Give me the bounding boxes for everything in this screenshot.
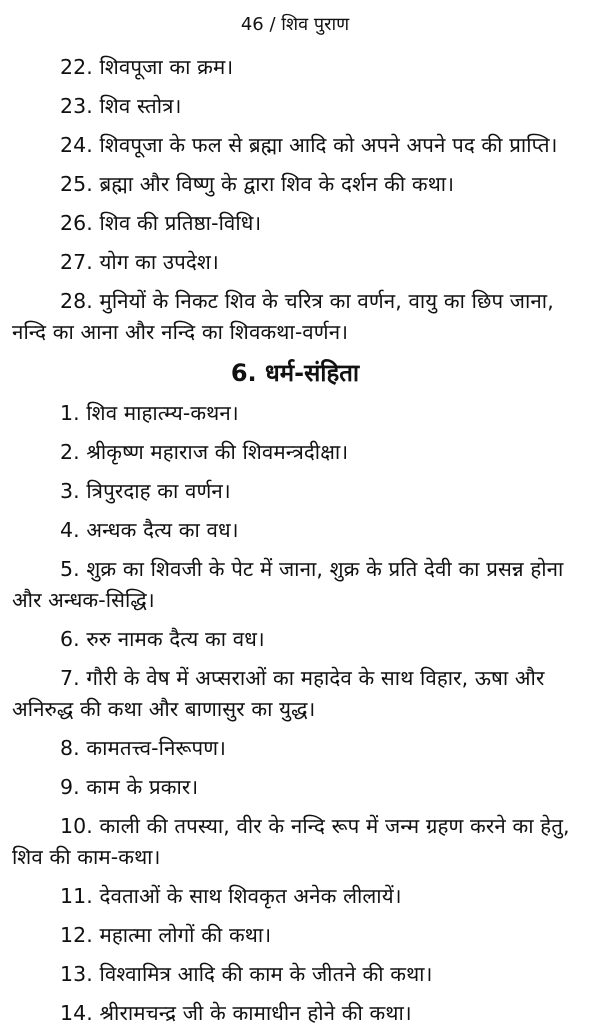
header-separator: / xyxy=(269,14,276,35)
running-header xyxy=(12,0,578,36)
list-item: 7. गौरी के वेष में अप्सराओं का महादेव के साथ विहार, ऊषा और अनिरुद्ध की कथा और बाणासुर का युद्ध। xyxy=(12,666,545,721)
list-item: 5. शुक्र का शिवजी के पेट में जाना, शुक्र के प्रति देवी का प्रसन्न होना और अन्धक-सिद्धि। xyxy=(12,557,564,612)
chapter-list-part-2 xyxy=(12,398,578,1029)
list-item: 13. विश्वामित्र आदि की काम के जीतने की कथा। xyxy=(60,962,433,986)
list-item: 14. श्रीरामचन्द्र जी के कामाधीन होने की कथा। xyxy=(60,1001,412,1025)
list-item: 4. अन्धक दैत्य का वध। xyxy=(60,518,239,542)
list-item: 22. शिवपूजा का क्रम। xyxy=(60,55,234,79)
list-item: 27. योग का उपदेश। xyxy=(60,250,219,274)
list-item: 11. देवताओं के साथ शिवकृत अनेक लीलायें। xyxy=(60,884,402,908)
list-item: 12. महात्मा लोगों की कथा। xyxy=(60,923,272,947)
list-item: 24. शिवपूजा के फल से ब्रह्मा आदि को अपने अपने पद की प्राप्ति। xyxy=(60,133,558,157)
list-item: 28. मुनियों के निकट शिव के चरित्र का वर्णन, वायु का छिप जाना, नन्दि का आना और नन्दि का शिवकथा-वर्णन। xyxy=(12,289,554,344)
book-title: शिव पुराण xyxy=(281,14,350,35)
list-item: 1. शिव माहात्म्य-कथन। xyxy=(60,401,239,425)
list-item: 6. रुरु नामक दैत्य का वध। xyxy=(60,627,265,651)
list-item: 25. ब्रह्मा और विष्णु के द्वारा शिव के दर्शन की कथा। xyxy=(60,172,455,196)
list-item: 10. काली की तपस्या, वीर के नन्दि रूप में जन्म ग्रहण करने का हेतु, शिव की काम-कथा। xyxy=(12,814,570,869)
list-item: 3. त्रिपुरदाह का वर्णन। xyxy=(60,479,231,503)
chapter-list-part-1 xyxy=(12,52,578,348)
list-item: 26. शिव की प्रतिष्ठा-विधि। xyxy=(60,211,262,235)
list-item: 9. काम के प्रकार। xyxy=(60,775,199,799)
list-item: 2. श्रीकृष्ण महाराज की शिवमन्त्रदीक्षा। xyxy=(60,440,349,464)
section-heading: 6. धर्म-संहिता xyxy=(230,359,360,387)
list-item: 8. कामतत्त्व-निरूपण। xyxy=(60,736,227,760)
page-number: 46 xyxy=(240,14,264,35)
list-item: 23. शिव स्तोत्र। xyxy=(60,94,182,118)
